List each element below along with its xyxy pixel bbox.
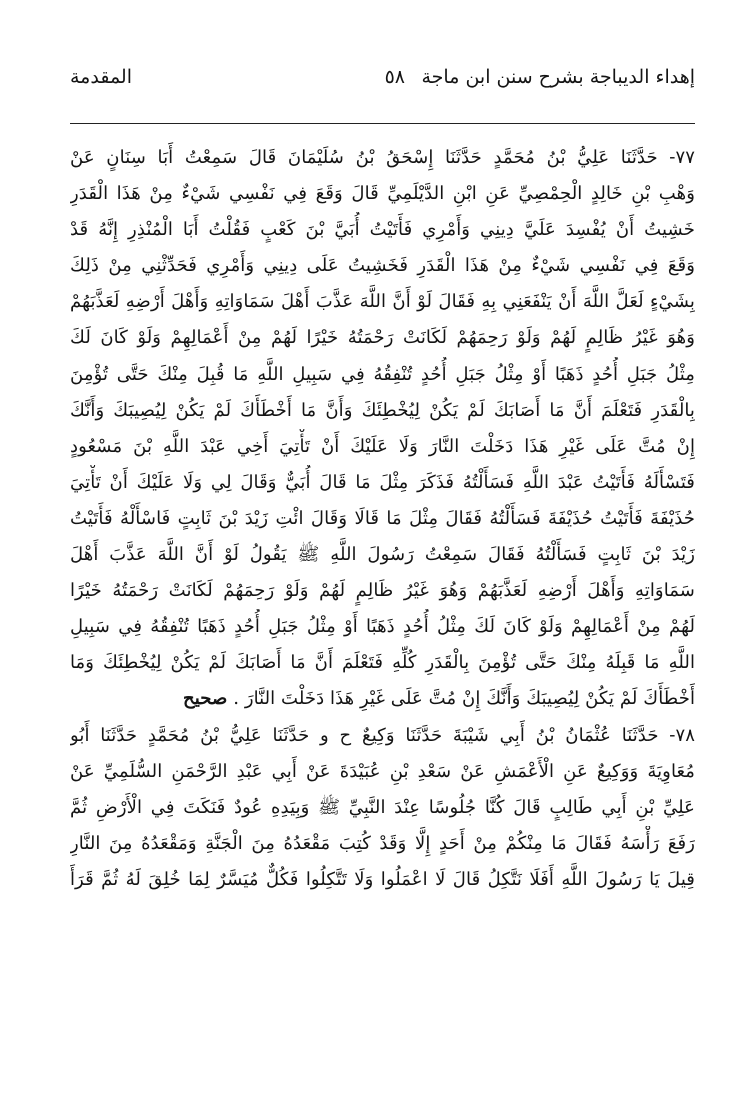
section-title: المقدمة [70,66,133,88]
text-line-3: خَشِيتُ أَنْ يُفْسِدَ عَلَيَّ دِينِي وَأَمْرِي فَأَتَيْتُ أُبَيَّ بْنَ كَعْبٍ فَقُلْتُ أَبَا الْمُنْذِرِ إِنَّهُ قَدْ [70,219,695,241]
text-line-10: فَتَسْأَلَهُ فَأَتَيْتُ عَبْدَ اللَّهِ فَسَأَلْتُهُ فَذَكَرَ مِثْلَ مَا قَالَ أُبَيٌّ وَقَالَ لِي وَلَا عَلَيْكَ أَنْ تَأْتِيَ [70,471,695,493]
text-line-16 [70,681,695,717]
text-line-9: إِنْ مُتَّ عَلَى غَيْرِ هَذَا دَخَلْتَ النَّارَ وَلَا عَلَيْكَ أَنْ تَأْتِيَ أَخِي عَبْدَ اللَّهِ بْنَ مَسْعُودٍ [70,435,695,457]
text-line-7: مِثْلُ جَبَلِ أُحُدٍ ذَهَبًا أَوْ مِثْلُ جَبَلِ أُحُدٍ تُنْفِقُهُ فِي سَبِيلِ اللَّهِ مَا قُبِلَ مِنْكَ حَتَّى تُؤْمِنَ [70,363,695,385]
text-line-19: عَلِيِّ بْنِ أَبِي طَالِبٍ قَالَ كُنَّا جُلُوسًا عِنْدَ النَّبِيِّ ﷺ وَبِيَدِهِ عُودٌ فَنَكَتَ فِي الْأَرْضِ ثُمَّ [70,796,695,818]
text-line-20: رَفَعَ رَأْسَهُ فَقَالَ مَا مِنْكُمْ مِنْ أَحَدٍ إِلَّا وَقَدْ كُتِبَ مَقْعَدُهُ مِنَ الْجَنَّةِ وَمَقْعَدُهُ مِنَ النَّارِ [70,832,695,854]
text-line-4: وَقَعَ فِي نَفْسِي شَيْءٌ مِنْ هَذَا الْقَدَرِ فَخَشِيتُ عَلَى دِينِي وَأَمْرِي فَحَدِّثْنِي مِنْ ذَلِكَ [70,255,695,277]
text-line-11: حُذَيْفَةَ فَأَتَيْتُ حُذَيْفَةَ فَسَأَلْتُهُ فَقَالَ مِثْلَ مَا قَالَا وَقَالَ ائْتِ زَيْدَ بْنَ ثَابِتٍ فَاسْأَلْهُ فَأَتَيْتُ [70,507,695,529]
text-line-2: وَهْبِ بْنِ خَالِدٍ الْحِمْصِيِّ عَنِ ابْنِ الدَّيْلَمِيِّ قَالَ وَقَعَ فِي نَفْسِي شَيْءٌ مِنْ هَذَا الْقَدَرِ [70,183,695,205]
text-line-14: لَهُمْ مِنْ أَعْمَالِهِمْ وَلَوْ كَانَ لَكَ مِثْلُ أُحُدٍ ذَهَبًا أَوْ مِثْلُ جَبَلِ أُحُدٍ ذَهَبًا تُنْفِقُهُ فِي سَبِيلِ [70,616,695,638]
grade-label: صحيح [183,688,228,710]
header-rule [70,123,695,124]
text-line-21: قِيلَ يَا رَسُولَ اللَّهِ أَفَلَا نَتَّكِلُ قَالَ لَا اعْمَلُوا وَلَا تَتَّكِلُوا فَكُلٌّ مُيَسَّرٌ لِمَا خُلِقَ لَهُ ثُمَّ قَرَأَ [70,868,695,890]
text-line-8: بِالْقَدَرِ فَتَعْلَمَ أَنَّ مَا أَصَابَكَ لَمْ يَكُنْ لِيُخْطِئَكَ وَأَنَّ مَا أَخْطَأَكَ لَمْ يَكُنْ لِيُصِيبَكَ وَأَنَّكَ [70,399,695,421]
text-line-13: سَمَاوَاتِهِ وَأَهْلَ أَرْضِهِ لَعَذَّبَهُمْ وَهُوَ غَيْرُ ظَالِمٍ لَهُمْ وَلَوْ رَحِمَهُمْ لَكَانَتْ رَحْمَتُهُ خَيْرًا [70,580,695,602]
text-line-17: ٧٨- حَدَّثَنَا عُثْمَانُ بْنُ أَبِي شَيْبَةَ حَدَّثَنَا وَكِيعٌ ح و حَدَّثَنَا عَلِيُّ بْنُ مُحَمَّدٍ حَدَّثَنَا أَبُو [70,724,695,746]
text-line-5: بِشَيْءٍ لَعَلَّ اللَّهَ أَنْ يَنْفَعَنِي بِهِ فَقَالَ لَوْ أَنَّ اللَّهَ عَذَّبَ أَهْلَ سَمَاوَاتِهِ وَأَهْلَ أَرْضِهِ لَعَذَّبَهُمْ [70,291,695,313]
hadith-text [70,140,695,898]
text-line-16-content: أَخْطَأَكَ لَمْ يَكُنْ لِيُصِيبَكَ وَأَنَّكَ إِنْ مُتَّ عَلَى غَيْرِ هَذَا دَخَلْتَ النَّارَ . [233,688,695,710]
book-title: إهداء الديباجة بشرح سنن ابن ماجة [421,66,695,88]
text-line-18: مُعَاوِيَةَ وَوَكِيعٌ عَنِ الْأَعْمَشِ عَنْ سَعْدِ بْنِ عُبَيْدَةَ عَنْ أَبِي عَبْدِ الرَّحْمَنِ السُّلَمِيِّ عَنْ [70,760,695,782]
page-number: ٥٨ [384,66,405,88]
running-header [70,62,695,92]
text-line-1: ٧٧- حَدَّثَنَا عَلِيُّ بْنُ مُحَمَّدٍ حَدَّثَنَا إِسْحَقُ بْنُ سُلَيْمَانَ قَالَ سَمِعْتُ أَبَا سِنَانٍ عَنْ [70,147,695,168]
text-line-6: وَهُوَ غَيْرُ ظَالِمٍ لَهُمْ وَلَوْ رَحِمَهُمْ لَكَانَتْ رَحْمَتُهُ خَيْرًا لَهُمْ مِنْ أَعْمَالِهِمْ وَلَوْ كَانَ لَكَ [70,327,695,349]
text-line-15: اللَّهِ مَا قَبِلَهُ مِنْكَ حَتَّى تُؤْمِنَ بِالْقَدَرِ كُلِّهِ فَتَعْلَمَ أَنَّ مَا أَصَابَكَ لَمْ يَكُنْ لِيُخْطِئَكَ وَمَا [70,652,695,674]
text-line-12: زَيْدَ بْنَ ثَابِتٍ فَسَأَلْتُهُ فَقَالَ سَمِعْتُ رَسُولَ اللَّهِ ﷺ يَقُولُ لَوْ أَنَّ اللَّهَ عَذَّبَ أَهْلَ [70,544,695,566]
